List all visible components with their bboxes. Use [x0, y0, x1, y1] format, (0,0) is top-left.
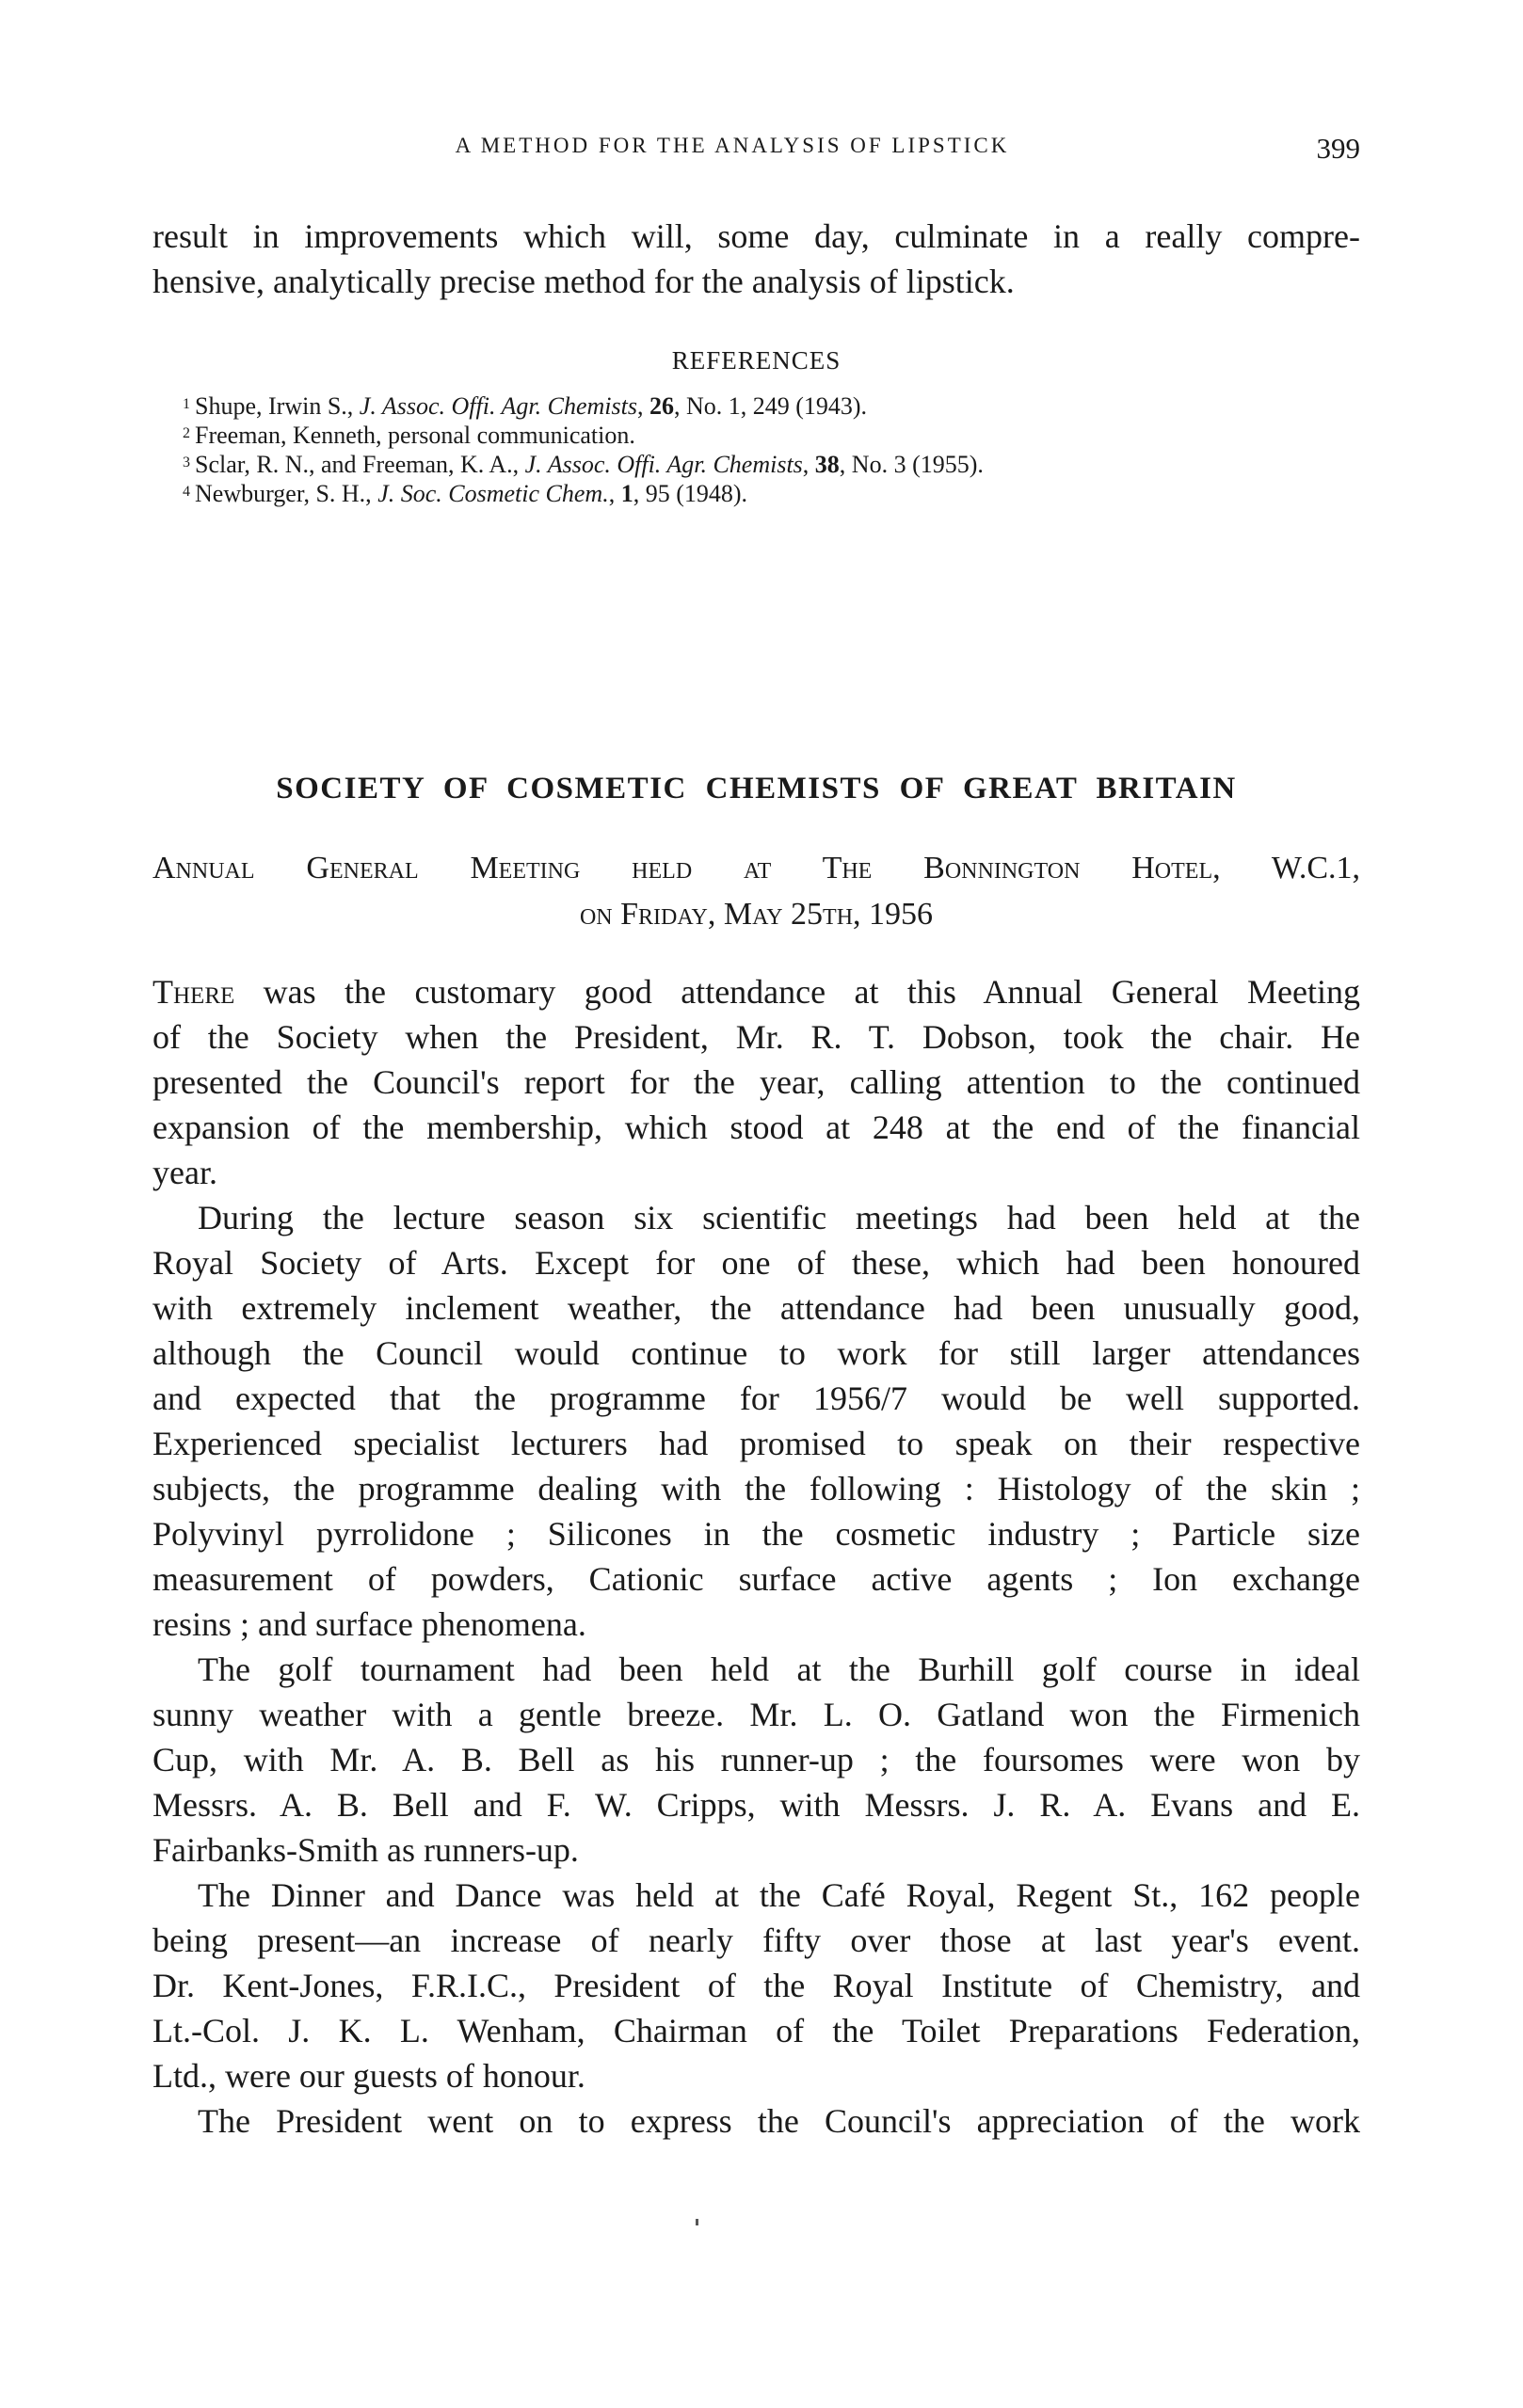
references-heading: REFERENCES — [671, 346, 842, 375]
reference-text: J. Soc. Cosmetic Chem. — [377, 480, 609, 507]
reference-text: , 95 (1948). — [633, 480, 748, 507]
text-line: result in improvements which will, some day, culminate in a really compre- — [152, 217, 1360, 255]
subtitle-line: on Friday, May 25th, 1956 — [579, 897, 934, 932]
text-line: During the lecture season six scientific meetings had been held at the — [198, 1199, 1360, 1236]
small-caps-lead: There — [152, 973, 235, 1011]
text-line: although the Council would continue to work for still larger attendances — [152, 1334, 1360, 1372]
text-line: Messrs. A. B. Bell and F. W. Cripps, with Messrs. J. R. A. Evans and E. — [152, 1786, 1360, 1824]
reference-text: Shupe, Irwin S., — [195, 392, 360, 420]
reference-item — [183, 478, 984, 507]
footnote-number: 2 — [183, 425, 190, 441]
print-mark — [696, 2219, 698, 2225]
page-number: 399 — [1316, 132, 1360, 165]
text-line: year. — [152, 1154, 217, 1191]
text-line: presented the Council's report for the year, calling attention to the continued — [152, 1063, 1360, 1101]
text-line: being present—an increase of nearly fifty over those at last year's event. — [152, 1922, 1360, 1959]
running-header-title: A METHOD FOR THE ANALYSIS OF LIPSTICK — [455, 134, 1010, 157]
reference-text: J. Assoc. Offi. Agr. Chemists — [359, 392, 637, 420]
text-line: Ltd., were our guests of honour. — [152, 2057, 585, 2095]
text-line: with extremely inclement weather, the attendance had been unusually good, — [152, 1289, 1360, 1327]
text-line: subjects, the programme dealing with the following : Histology of the skin ; — [152, 1470, 1360, 1507]
reference-text: 38 — [814, 451, 840, 478]
reference-text: , No. 1, 249 (1943). — [673, 392, 868, 420]
reference-item — [183, 391, 984, 420]
text-line: Royal Society of Arts. Except for one of these, which had been honoured — [152, 1244, 1360, 1282]
text-line: The Dinner and Dance was held at the Café Royal, Regent St., 162 people — [198, 1876, 1360, 1914]
subtitle-line: Annual General Meeting held at The Bonnington Hotel, W.C.1, — [152, 851, 1360, 885]
reference-item — [183, 449, 984, 478]
text-line: of the Society when the President, Mr. R. T. Dobson, took the chair. He — [152, 1018, 1360, 1056]
main-text — [152, 970, 1360, 2145]
reference-text: , — [802, 451, 815, 478]
reference-text: J. Assoc. Offi. Agr. Chemists — [524, 451, 803, 478]
reference-text: , — [636, 392, 649, 420]
reference-text: Sclar, R. N., and Freeman, K. A., — [195, 451, 525, 478]
text-line: There was the customary good attendance at this Annual General Meeting — [152, 973, 1360, 1011]
footnote-number: 4 — [183, 484, 190, 500]
reference-text: Newburger, S. H., — [195, 480, 378, 507]
footnote-number: 3 — [183, 454, 190, 470]
text-line: and expected that the programme for 1956/7 would be well supported. — [152, 1379, 1360, 1417]
reference-text: 26 — [649, 392, 674, 420]
intro-paragraph — [152, 214, 1360, 304]
footnote-number: 1 — [183, 396, 190, 412]
text-line: Fairbanks-Smith as runners-up. — [152, 1831, 579, 1869]
text-line: resins ; and surface phenomena. — [152, 1605, 586, 1643]
text-line: hensive, analytically precise method for the analysis of lipstick. — [152, 263, 1015, 300]
references-list — [183, 391, 984, 507]
section-subtitle — [152, 845, 1360, 937]
text-line: Dr. Kent-Jones, F.R.I.C., President of the Royal Institute of Chemistry, and — [152, 1967, 1360, 2004]
text-line: The President went on to express the Council's appreciation of the work — [198, 2102, 1360, 2140]
reference-item — [183, 420, 984, 449]
reference-text: , No. 3 (1955). — [839, 451, 984, 478]
text-line: expansion of the membership, which stood at 248 at the end of the financial — [152, 1108, 1360, 1146]
text-line: Cup, with Mr. A. B. Bell as his runner-up ; the foursomes were won by — [152, 1741, 1360, 1778]
text-line: Lt.-Col. J. K. L. Wenham, Chairman of the Toilet Preparations Federation, — [152, 2012, 1360, 2049]
reference-text: Freeman, Kenneth, personal communication. — [195, 422, 635, 449]
reference-text: , — [608, 480, 621, 507]
text-line: Experienced specialist lecturers had promised to speak on their respective — [152, 1425, 1360, 1462]
text-line: Polyvinyl pyrrolidone ; Silicones in the cosmetic industry ; Particle size — [152, 1515, 1360, 1553]
text-line: sunny weather with a gentle breeze. Mr. L. O. Gatland won the Firmenich — [152, 1696, 1360, 1733]
text-line: measurement of powders, Cationic surface active agents ; Ion exchange — [152, 1560, 1360, 1598]
section-title: SOCIETY OF COSMETIC CHEMISTS OF GREAT BRITAIN — [276, 772, 1237, 805]
text-line: The golf tournament had been held at the Burhill golf course in ideal — [198, 1651, 1360, 1688]
reference-text: 1 — [620, 480, 633, 507]
